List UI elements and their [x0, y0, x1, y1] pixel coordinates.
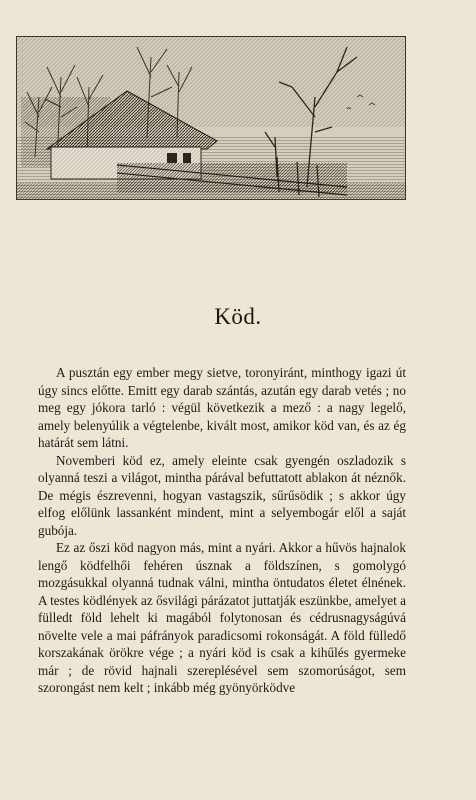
- body-text: [38, 364, 406, 697]
- paragraph: Novemberi köd ez, amely eleinte csak gyengén oszladozik s olyanná teszi a világot, mintha párával befuttatott ablakon át néznők. De mégis észrevenni, hogyan vastagszik, sűrűsödik ; s akkor úgy elfog előlünk lassanként mindent, mint a selyembogár elől a saját gubója.: [38, 452, 406, 538]
- chapter-title: Köd.: [214, 304, 262, 329]
- paragraph: Ez az őszi köd nagyon más, mint a nyári. Akkor a hűvös hajnalok lengő ködfelhői fehéren úsznak a földszínen, s gomolygó mozgásukkal olyanná tudnak válni, mintha öntudatos életet élnének. A testes ködlények az ősvilági párázatot juttatják eszünkbe, amelyet a fülledt föld lehelt ki magából folytonosan és cédrusnagyságúvá növelte vele a mai páfrányok paradicsomi rokonságát. A föld fülledő korszakának örökre vége ; a nyári köd is csak a kihűlés gyermeke már ; de rövid hajnali szereplésével sem szomorúságot, sem szorongást nem kelt ; inkább még gyönyörködve: [38, 540, 406, 695]
- paragraph: A pusztán egy ember megy sietve, toronyiránt, minthogy igazi út úgy sincs előtte. Emitt egy darab szántás, azután egy darab vetés ; no meg egy jókora tarló : végül következik a mező : a nagy legelő, amely belenyúlik a végtelenbe, kivált most, amikor köd van, és az ég határát sem látni.: [38, 365, 406, 450]
- landscape-illustration: [16, 36, 406, 200]
- landscape-engraving-icon: [17, 37, 405, 199]
